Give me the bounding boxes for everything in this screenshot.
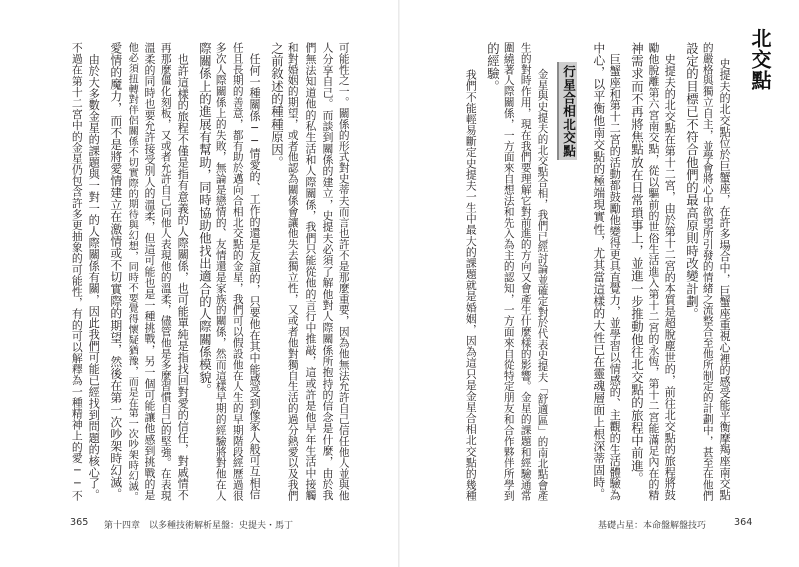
text-column: 愛情的魔力，而不是將愛情建立在激情或不切實際的期望，然後在第一次吵架時幻滅。 [108, 42, 123, 501]
text-column: 可能性之一。關係的形式對史蒂夫而言也許不是那麼重要，因為他無法允許自己信任他人並與他 [337, 42, 351, 502]
text-column: 任何一種關係──情愛的、工作的還是友誼的，只要他在其中能感受到像家人般可互相信 [248, 42, 262, 500]
text-column: 勵他脫離第六宮南交點，從以驅前的世俗生活進入第十二宮的永恆，第十二宮能滿足內在的精 [646, 42, 660, 501]
text-column: 再那麼僵化刻板，又或者允許自己向他人表現他的溫柔，儘管他是多麼習慣自己的堅強。在表現 [159, 42, 173, 502]
text-column: 設定的目標已不符合他們的最高原則時改變計劃。 [684, 42, 700, 321]
text-column: 的經驗。 [485, 42, 501, 93]
chapter-subtitle-north-node: 北交點 [748, 28, 772, 91]
text-column: 不過在第十二宮中的金星仍包含許多更抽象的可能性，有的可以解釋為一種精神上的愛──不 [70, 42, 84, 502]
text-column: 中心，以平衡他南交點的極端現實性，尤其當這樣的大性已在靈魂層面上根深蒂固時。 [591, 42, 606, 501]
text-column: 的嚴格與獨立自主，並學會將心中欲望所引發的情緒之流整合至他所制定的計劃中，甚至在他們 [701, 42, 715, 502]
text-column: 溫柔的同時也要允許接受別人的溫柔，但這可能也是一種挑戰，另一個可能讓他感到挑戰的是 [142, 42, 156, 501]
text-column: 他必須扭轉對伴侶關係不切實際的期待與幻想，同時不要覺得懷疑猶豫，而是在第一次吵架時幻滅。 [126, 42, 138, 502]
text-column: 史提夫的北交點在第十二宮，由於第十二宮的本質是超脫塵世的，前往北交點的旅程將鼓 [663, 42, 677, 501]
text-column: 和對婚姻的期望，或者他認為關係會讓他失去獨立性，又或者他對獨自生活的過分熱愛以及我們 [286, 42, 300, 502]
text-column: 際關係上的進展有幫助，同時協助他找出適合的人際關係模貌。 [197, 42, 213, 397]
text-column: 巨蟹座和第十二宮的活動都鼓勵他變得更具直覺力，並學習以情感的、主觀的生活體驗為 [608, 42, 622, 501]
text-column: 也許這樣的旅程不僅是指有意義的人際關係，也可能單純是指找回對愛的信任，對戚情不 [176, 42, 190, 501]
text-column: 生的對時作用，現在我們要理解它對前進的方向又會產生什麼樣的影響。金星的課題和經驗通常 [519, 42, 533, 502]
text-column: 神需求而不再將焦點放在日常瑣事上，並進一步推動他往北交點的旅程中前進。 [629, 42, 645, 485]
text-column: 史提夫的北交點位於巨蟹座，在許多場合中，巨蟹座重視心裡的感受能平衡摩羯座南交點 [718, 58, 732, 501]
running-head-left: 第十四章 以多種技術解析星盤：史提夫・馬丁 [104, 521, 294, 531]
section-heading: 行星合相北交點 [561, 65, 576, 158]
page-number-left: 365 [70, 517, 89, 528]
text-column: 我們不能輕易斷定史提夫一生中最大的課題就是婚姻，因為這只是金星合相北交點的幾種 [464, 58, 478, 502]
text-column: 之前敘述的種種原因。 [269, 42, 285, 169]
text-column: 任且長期的善意，都有助於邁向合相北交點的金星，我們可以假設他在人生的早期階段經歷過很 [231, 42, 245, 502]
text-column: 多次人際關係上的失敗，無論是戀情的、友情還是家族的關係，然而這樣早期的經驗將對他在人 [214, 42, 228, 502]
running-head-right: 基礎占星：本命盤解盤技巧 [598, 521, 707, 531]
text-column: 們無法知道他的私生活和人際關係，我們只能從他的言行中推敲，這或許是他早年生活中接觸 [303, 42, 317, 501]
text-column: 人分享自己。而談到關係的建立，史提夫必須了解他對人際關係所抱持的信念是什麼，由於我 [320, 42, 334, 501]
text-column: 圍繞著人際關係，一方面來自想法和先入為主的認知，一方面來自從特定朋友和合作夥伴所學到 [502, 42, 516, 502]
text-column: 由於大多數金星的課題與一對一的人際關係有關，因此我們可能已經找到問題的核心了。 [87, 42, 101, 501]
text-column: 金星與史提夫的北交點合相，我們已經討論並確定對於代表史提夫「舒適區」的南北點會產 [536, 58, 549, 502]
page-number-right: 364 [734, 517, 753, 528]
